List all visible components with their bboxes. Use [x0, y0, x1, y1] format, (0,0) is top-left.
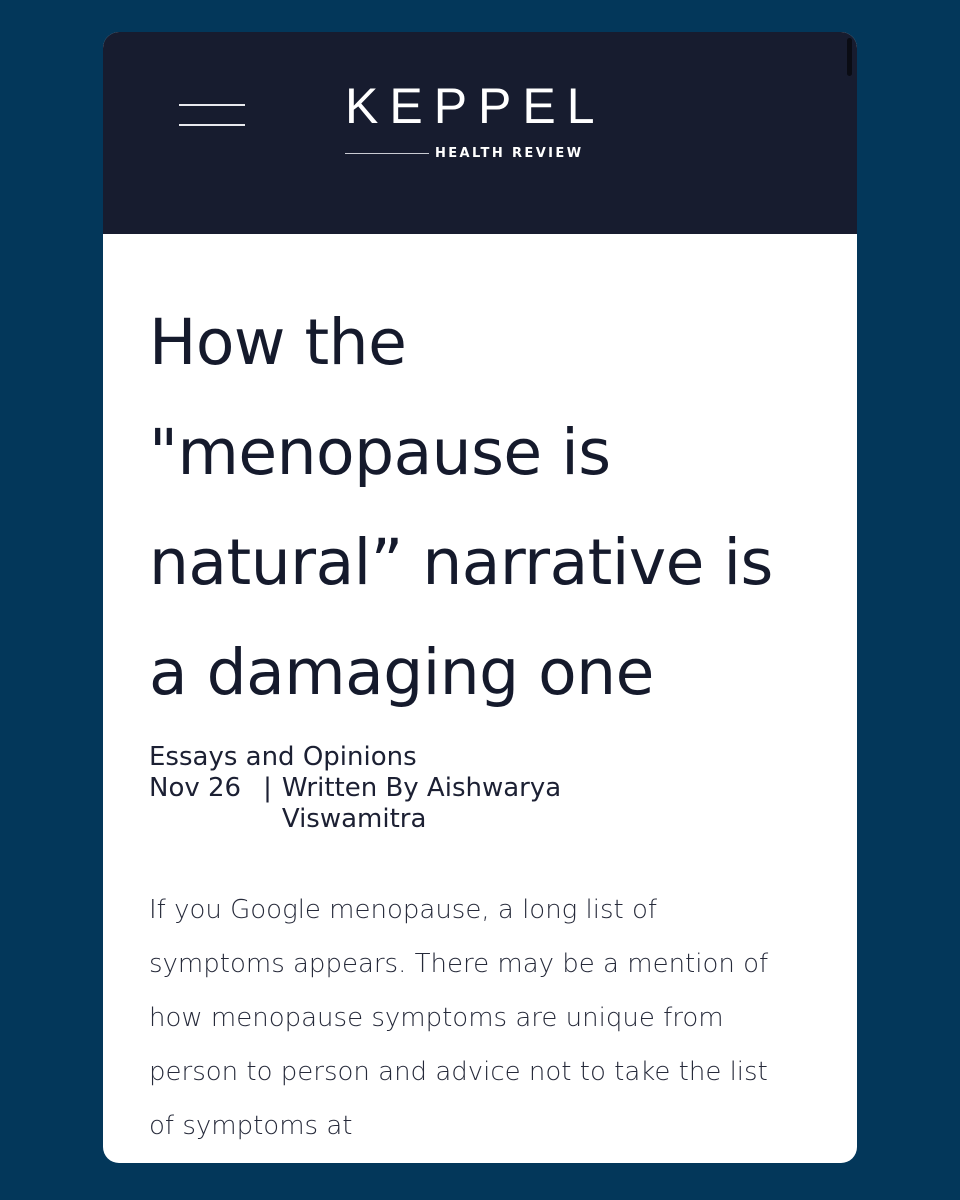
logo-divider	[345, 153, 429, 154]
site-logo[interactable]	[335, 76, 615, 166]
logo-wordmark: KEPPEL	[345, 78, 606, 134]
hamburger-menu-icon	[179, 104, 245, 106]
article-body: If you Google menopause, a long list of symptoms appears. There may be a mention of how menopause symptoms are unique from person to person and advice not to take the list of symptoms at	[149, 895, 769, 1141]
meta-separator: |	[263, 773, 272, 803]
article-content	[149, 300, 809, 1153]
article-byline: Written By Aishwarya Viswamitra	[281, 773, 562, 834]
article-category[interactable]: Essays and Opinions	[149, 742, 417, 772]
article-meta	[149, 742, 809, 835]
menu-button[interactable]	[177, 100, 247, 130]
site-header	[103, 32, 857, 234]
article-date: Nov 26	[149, 773, 242, 803]
article-screen	[103, 32, 857, 1163]
article-dateline	[149, 773, 809, 835]
logo-subtitle: HEALTH REVIEW	[435, 146, 584, 161]
scrollbar-thumb[interactable]	[847, 38, 852, 76]
hamburger-menu-icon-line	[179, 124, 245, 126]
article-title: How the "menopause is natural” narrative is a damaging one	[149, 306, 773, 709]
